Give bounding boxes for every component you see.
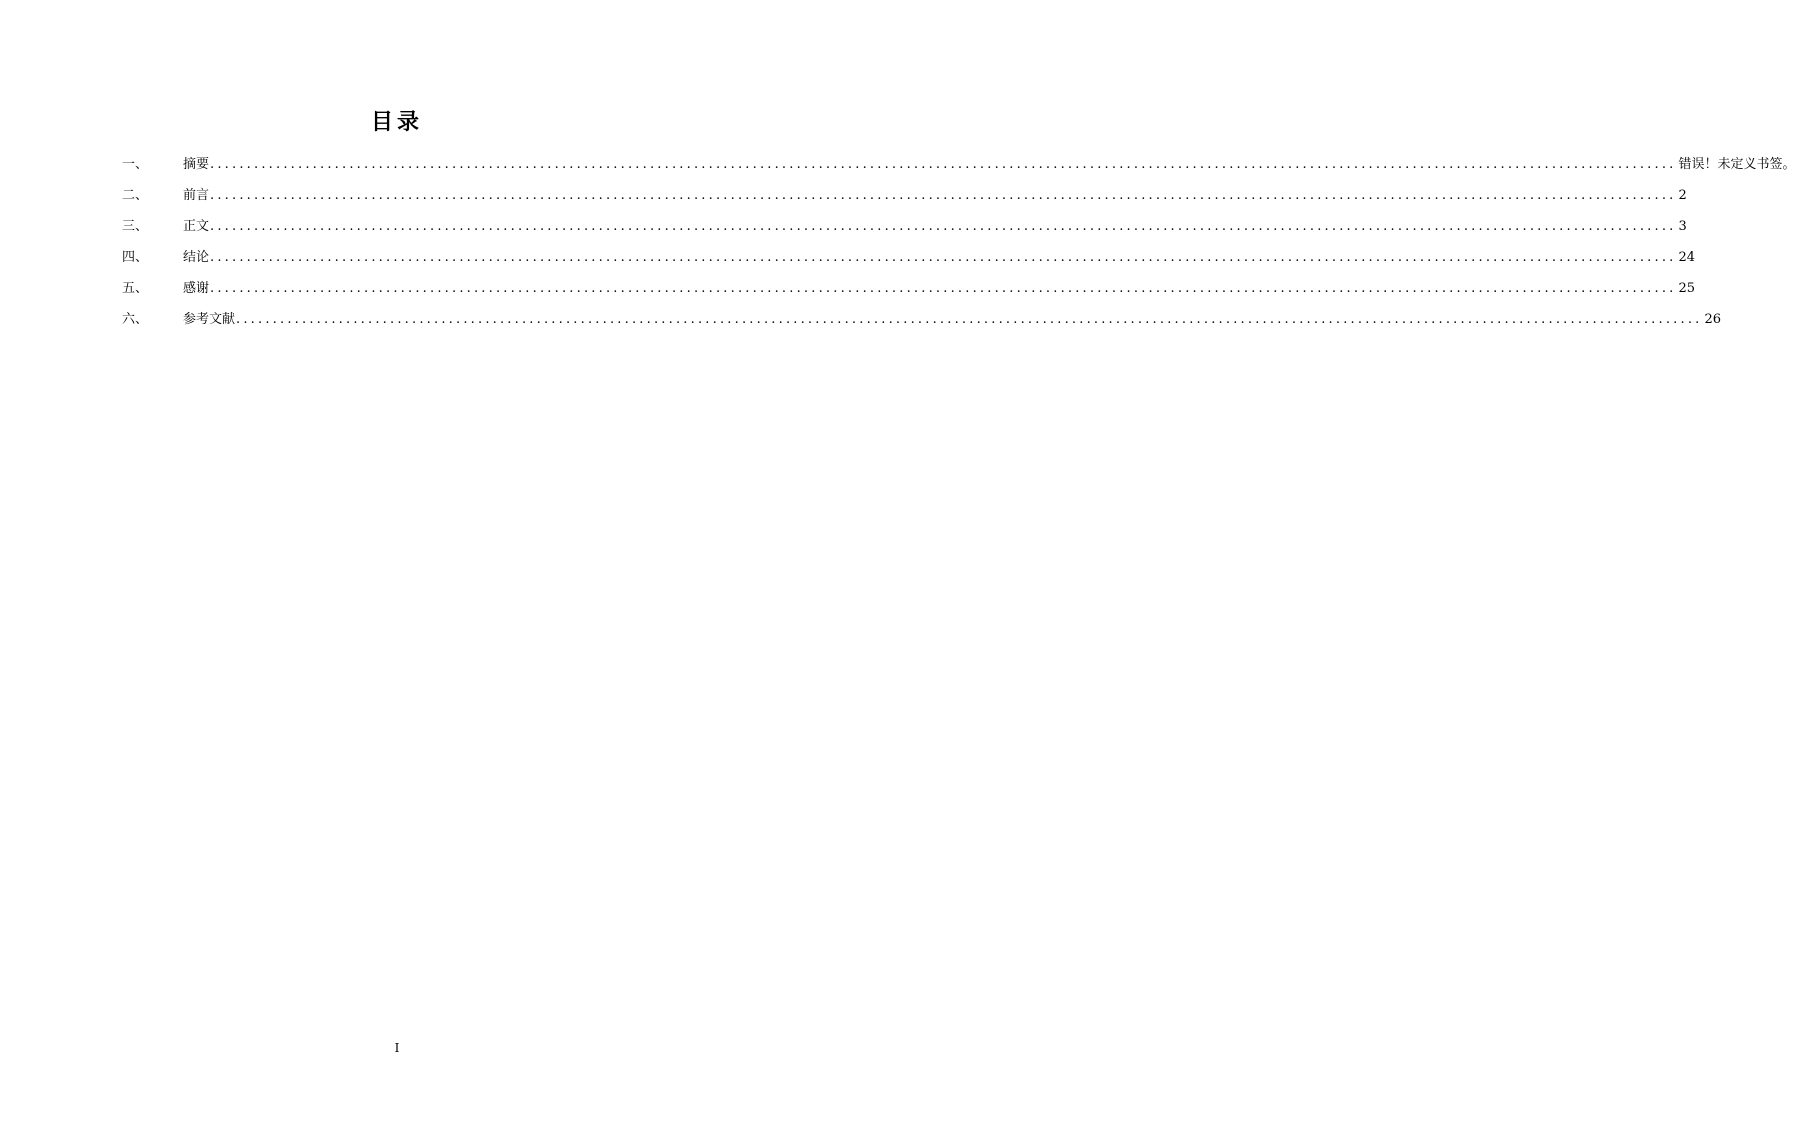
toc-entry-number: 四、 [122,250,149,265]
toc-entry-number: 六、 [122,312,149,327]
toc-dot-leader: ........................................................................................................................................................................................................ [210,219,1677,234]
toc-entry-label: 正文 [183,219,210,234]
toc-entry-page: 2 [1678,188,1687,203]
page-title: 目录 [370,110,423,135]
toc-entry-page: 3 [1678,219,1687,234]
toc-entry-page: 24 [1678,250,1696,265]
toc-entry-label: 参考文献 [183,312,236,327]
toc-entry-acknowledgements[interactable] [122,276,1696,307]
toc-entry-number: 三、 [122,219,149,234]
toc-entry-preface[interactable] [122,183,1687,214]
toc-entry-conclusion[interactable] [122,245,1696,276]
toc-dot-leader: ........................................................................................................................................................................................................ [210,281,1677,296]
toc-entry-label: 摘要 [183,157,210,172]
toc-entry-page: 错误！未定义书签。 [1678,157,1796,172]
toc-entry-abstract[interactable] [122,152,1796,183]
toc-entry-references[interactable] [122,307,1722,338]
toc-dot-leader: ........................................................................................................................................................................................................ [210,188,1677,203]
toc-entry-label: 感谢 [183,281,210,296]
toc-entry-number: 五、 [122,281,149,296]
toc-entry-main-text[interactable] [122,214,1687,245]
toc-entry-label: 结论 [183,250,210,265]
page-number: I [394,1041,400,1055]
toc-dot-leader: ........................................................................................................................................................................................................ [210,157,1677,172]
toc-entry-number: 二、 [122,188,149,203]
toc-entry-label: 前言 [183,188,210,203]
toc-entry-page: 25 [1678,281,1696,296]
toc-entry-page: 26 [1704,312,1722,327]
toc-list [122,152,1796,338]
toc-entry-number: 一、 [122,157,149,172]
toc-dot-leader: ........................................................................................................................................................................................................ [236,312,1703,327]
toc-dot-leader: ........................................................................................................................................................................................................ [210,250,1677,265]
